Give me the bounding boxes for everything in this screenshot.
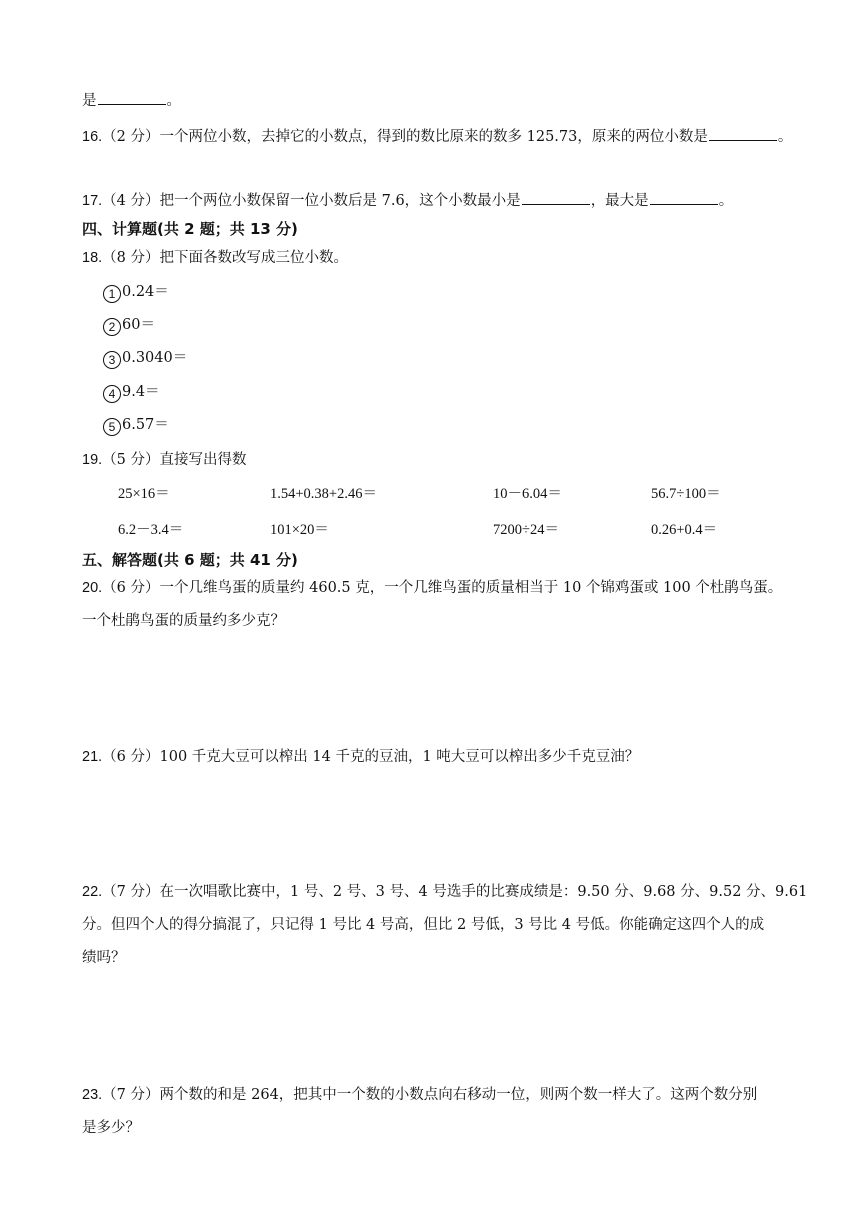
answer-blank[interactable]	[98, 90, 166, 105]
calc-item: 10－6.04＝	[493, 486, 562, 502]
calc-item: 25×16＝	[118, 486, 170, 502]
calc-item: 7200÷24＝	[493, 522, 559, 538]
calc-item: 1.54+0.38+2.46＝	[270, 486, 377, 502]
answer-blank-min[interactable]	[522, 190, 590, 205]
answer-blank-max[interactable]	[650, 190, 718, 205]
q18-item-4: 4 9.4＝	[103, 382, 160, 403]
question-22-cont: 绩吗？	[82, 950, 126, 966]
section-4-heading: 四、计算题(共 2 题；共 13 分)	[82, 220, 298, 238]
question-22: 22.（7 分）在一次唱歌比赛中，1 号、2 号、3 号、4 号选手的比赛成绩是：9.50 分、9.68 分、9.52 分、9.61	[82, 884, 808, 900]
question-19: 19.（5 分）直接写出得数	[82, 452, 247, 468]
q18-item-1: 1 0.24＝	[103, 282, 169, 303]
question-23: 23.（7 分）两个数的和是 264，把其中一个数的小数点向右移动一位，则两个数一样大了。这两个数分别	[82, 1087, 758, 1103]
question-16: 16.（2 分）一个两位小数，去掉它的小数点，得到的数比原来的数多 125.73，原来的两位小数是 。	[82, 126, 792, 147]
calc-item: 0.26+0.4＝	[651, 522, 718, 538]
question-20: 20.（6 分）一个几维鸟蛋的质量约 460.5 克，一个几维鸟蛋的质量相当于 10 个锦鸡蛋或 100 个杜鹃鸟蛋。	[82, 580, 783, 596]
q15-tail: 是 。	[82, 90, 181, 111]
q18-item-2: 2 60＝	[103, 315, 155, 336]
calc-item: 56.7÷100＝	[651, 486, 721, 502]
circled-number: 4	[103, 385, 121, 403]
question-20-cont: 一个杜鹃鸟蛋的质量约多少克？	[82, 613, 285, 629]
question-22-cont: 分。但四个人的得分搞混了，只记得 1 号比 4 号高，但比 2 号低，3 号比 4 号低。你能确定这四个人的成	[82, 917, 765, 933]
circled-number: 3	[103, 351, 121, 369]
calc-item: 6.2－3.4＝	[118, 522, 184, 538]
question-18: 18.（8 分）把下面各数改写成三位小数。	[82, 250, 349, 266]
q18-item-5: 5 6.57＝	[103, 415, 169, 436]
calc-item: 101×20＝	[270, 522, 329, 538]
question-17: 17.（4 分）把一个两位小数保留一位小数后是 7.6，这个小数最小是 ，最大是 。	[82, 190, 733, 211]
circled-number: 2	[103, 318, 121, 336]
circled-number: 1	[103, 285, 121, 303]
question-21: 21.（6 分）100 千克大豆可以榨出 14 千克的豆油，1 吨大豆可以榨出多少千克豆油？	[82, 749, 640, 765]
answer-blank[interactable]	[709, 126, 777, 141]
circled-number: 5	[103, 418, 121, 436]
section-5-heading: 五、解答题(共 6 题；共 41 分)	[82, 551, 298, 569]
q18-item-3: 3 0.3040＝	[103, 348, 187, 369]
question-23-cont: 是多少？	[82, 1120, 140, 1136]
